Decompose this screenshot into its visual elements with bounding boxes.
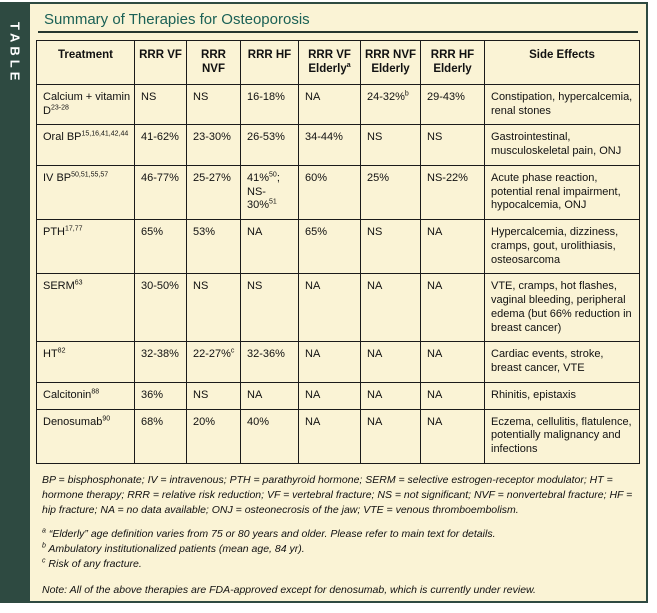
value-cell: NA <box>421 274 485 342</box>
value-cell: NA <box>241 220 299 274</box>
value-cell: NS <box>187 84 241 125</box>
value-cell: 65% <box>299 220 361 274</box>
value-cell: NA <box>361 342 421 383</box>
value-cell: 60% <box>299 165 361 219</box>
table-vertical-label: TABLE <box>7 22 23 85</box>
table-row <box>37 220 640 274</box>
table-row <box>37 84 640 125</box>
table-row <box>37 125 640 166</box>
treatment-cell: SERM$^{63}$ <box>37 274 135 342</box>
value-cell: 25% <box>361 165 421 219</box>
value-cell: NA <box>299 84 361 125</box>
table-sidebar <box>0 2 30 603</box>
footnote-item: $^c$ Risk of any fracture. <box>42 557 142 571</box>
treatment-cell: HT$^{82}$ <box>37 342 135 383</box>
value-cell: NS-22% <box>421 165 485 219</box>
value-cell: 32-36% <box>241 342 299 383</box>
value-cell: 40% <box>241 409 299 463</box>
header-cell: RRR VF <box>135 41 187 85</box>
footnotes-section <box>36 473 640 598</box>
value-cell: 34-44% <box>299 125 361 166</box>
treatment-cell: Denosumab$^{90}$ <box>37 409 135 463</box>
table-body <box>37 84 640 463</box>
value-cell: 20% <box>187 409 241 463</box>
footnote-item: $^b$ Ambulatory institutionalized patients (mean age, 84 yr). <box>42 542 305 556</box>
value-cell: NA <box>241 382 299 409</box>
value-cell: 30-50% <box>135 274 187 342</box>
table-row <box>37 382 640 409</box>
value-cell: 25-27% <box>187 165 241 219</box>
value-cell: 36% <box>135 382 187 409</box>
value-cell: NS <box>361 220 421 274</box>
treatment-cell: PTH$^{17,77}$ <box>37 220 135 274</box>
header-cell: Side Effects <box>485 41 640 85</box>
value-cell: 23-30% <box>187 125 241 166</box>
value-cell: 29-43% <box>421 84 485 125</box>
value-cell: NA <box>421 382 485 409</box>
value-cell: NA <box>421 220 485 274</box>
side-effects-cell: Acute phase reaction, potential renal impairment, hypocalcemia, ONJ <box>485 165 640 219</box>
value-cell: 53% <box>187 220 241 274</box>
value-cell: NS <box>187 274 241 342</box>
value-cell: NA <box>299 342 361 383</box>
value-cell: NA <box>361 409 421 463</box>
treatment-cell: Calcium + vitamin $D^{23-28}$ <box>37 84 135 125</box>
value-cell: NA <box>299 274 361 342</box>
header-cell: RRR NVF Elderly <box>361 41 421 85</box>
value-cell: 41-62% <box>135 125 187 166</box>
side-effects-cell: Constipation, hypercalcemia, renal stones <box>485 84 640 125</box>
value-cell: 32-38% <box>135 342 187 383</box>
header-cell: Treatment <box>37 41 135 85</box>
treatment-cell: Oral BP$^{15,16,41,42,44}$ <box>37 125 135 166</box>
value-cell: NA <box>299 409 361 463</box>
treatment-cell: IV BP$^{50,51,55,57}$ <box>37 165 135 219</box>
page-title: Summary of Therapies for Osteoporosis <box>38 9 638 33</box>
side-effects-cell: VTE, cramps, hot flashes, vaginal bleeding, peripheral edema (but 66% reduction in breast cancer) <box>485 274 640 342</box>
value-cell: 22-27%$^c$ <box>187 342 241 383</box>
header-cell: RRR HF Elderly <box>421 41 485 85</box>
value-cell: NS <box>187 382 241 409</box>
side-effects-cell: Rhinitis, epistaxis <box>485 382 640 409</box>
value-cell: 26-53% <box>241 125 299 166</box>
header-cell: RRR NVF <box>187 41 241 85</box>
value-cell: 65% <box>135 220 187 274</box>
value-cell: NA <box>361 382 421 409</box>
table-panel <box>30 2 648 603</box>
footnote-item: $^a$ “Elderly” age definition varies from 75 or 80 years and older. Please refer to main text for details. <box>42 527 496 541</box>
table-row <box>37 274 640 342</box>
side-effects-cell: Hypercalcemia, dizziness, cramps, gout, urolithiasis, osteosarcoma <box>485 220 640 274</box>
value-cell: 46-77% <box>135 165 187 219</box>
header-cell: RRR VF Elderly$^a$ <box>299 41 361 85</box>
value-cell: 41%$^{50}$; NS-30%$^{51}$ <box>241 165 299 219</box>
therapy-table <box>36 40 640 464</box>
value-cell: NS <box>241 274 299 342</box>
table-row <box>37 409 640 463</box>
value-cell: NA <box>299 382 361 409</box>
footnote-list <box>42 527 636 572</box>
value-cell: NS <box>421 125 485 166</box>
value-cell: 24-32%$^b$ <box>361 84 421 125</box>
treatment-cell: Calcitonin$^{88}$ <box>37 382 135 409</box>
footnote-note: Note: All of the above therapies are FDA-approved except for denosumab, which is currently under review. <box>42 584 536 597</box>
value-cell: NS <box>361 125 421 166</box>
table-row <box>37 342 640 383</box>
value-cell: NA <box>421 342 485 383</box>
table-row <box>37 165 640 219</box>
side-effects-cell: Eczema, cellulitis, flatulence, potentially malignancy and infections <box>485 409 640 463</box>
value-cell: NA <box>361 274 421 342</box>
value-cell: NA <box>421 409 485 463</box>
side-effects-cell: Gastrointestinal, musculoskeletal pain, ONJ <box>485 125 640 166</box>
table-figure <box>0 2 648 603</box>
header-cell: RRR HF <box>241 41 299 85</box>
table-header-row <box>37 41 640 85</box>
value-cell: 16-18% <box>241 84 299 125</box>
footnote-abbreviations: BP = bisphosphonate; IV = intravenous; PTH = parathyroid hormone; SERM = selective estrogen-receptor modulator; HT = hormone therapy; RRR = relative risk reduction; VF = vertebral fracture; NS = not significant; NVF = nonvertebral fracture; HF = hip fracture; NA = no data available; ONJ = osteonecrosis of the jaw; VTE = venous thromboembolism. <box>42 473 633 516</box>
value-cell: NS <box>135 84 187 125</box>
value-cell: 68% <box>135 409 187 463</box>
side-effects-cell: Cardiac events, stroke, breast cancer, VTE <box>485 342 640 383</box>
